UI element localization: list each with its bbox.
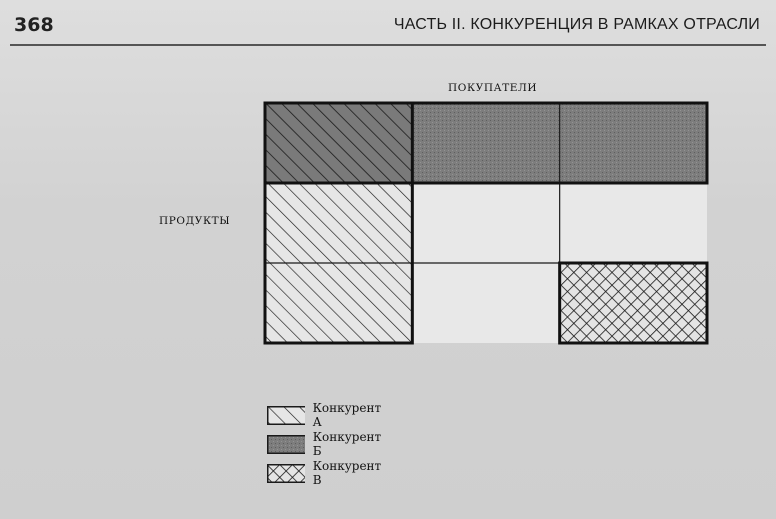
legend-item-competitor-a xyxy=(267,401,386,429)
axis-label-buyers: ПОКУПАТЕЛИ xyxy=(448,82,538,94)
segment-matrix xyxy=(262,100,710,350)
legend-item-competitor-v xyxy=(267,459,386,487)
matrix-cell-r0-c2-b xyxy=(560,103,707,183)
matrix-cell-r0-c1-b xyxy=(412,103,559,183)
legend-swatch-crosshatch xyxy=(267,464,305,483)
axis-label-products: ПРОДУКТЫ xyxy=(159,215,231,227)
legend-swatch-stipple xyxy=(267,435,305,454)
segment-matrix-svg xyxy=(262,100,710,346)
legend-swatch-hatch xyxy=(267,406,305,425)
matrix-cell-r2-c1-empty xyxy=(412,263,559,343)
header-rule xyxy=(10,44,766,46)
legend-label-competitor-a: Конкурент А xyxy=(312,401,382,429)
legend-label-competitor-b: Конкурент Б xyxy=(312,430,382,458)
matrix-cell-r0-c0-a xyxy=(265,103,412,183)
matrix-cell-r1-c0-a xyxy=(265,183,412,263)
matrix-cell-r1-c1-empty xyxy=(412,183,559,263)
legend-label-competitor-v: Конкурент В xyxy=(312,459,382,487)
running-title: ЧАСТЬ II. КОНКУРЕНЦИЯ В РАМКАХ ОТРАСЛИ xyxy=(393,16,760,33)
matrix-cell-r2-c0-a xyxy=(265,263,412,343)
matrix-cell-r1-c2-empty xyxy=(560,183,707,263)
page-number: 368 xyxy=(14,14,54,36)
legend-item-competitor-b xyxy=(267,430,386,458)
matrix-cell-r2-c2-v xyxy=(560,263,707,343)
